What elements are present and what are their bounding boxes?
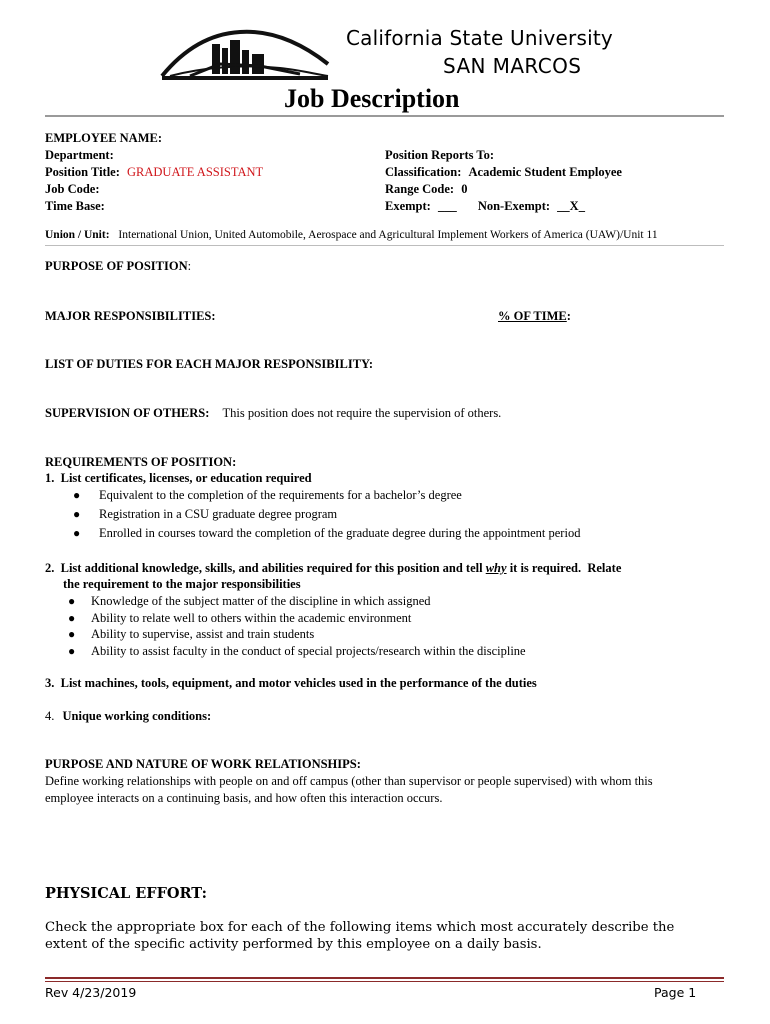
- purpose-colon: :: [187, 259, 192, 273]
- employee-name-label: EMPLOYEE NAME:: [45, 131, 163, 145]
- university-name-line1: California State University: [346, 26, 613, 50]
- position-title-label: Position Title:: [45, 165, 120, 179]
- requirement-item-4-number: 4.: [45, 709, 55, 723]
- classification-value: Academic Student Employee: [468, 165, 622, 179]
- footer-rule: [45, 977, 724, 979]
- purpose-heading: [45, 258, 191, 274]
- requirements-label: REQUIREMENTS OF POSITION:: [45, 455, 237, 469]
- requirement-item-4: [45, 708, 211, 724]
- relationships-text: [45, 773, 653, 806]
- physical-effort-text: [45, 919, 674, 953]
- range-code-value: 0: [461, 182, 468, 196]
- requirement-item-2-title-line2: the requirement to the major responsibilities: [63, 577, 301, 591]
- position-title-row: [45, 164, 263, 180]
- department-label: Department:: [45, 148, 114, 162]
- mountain-skyline-icon: [160, 24, 330, 82]
- list-item: ● Ability to relate well to others within the academic environment: [68, 610, 412, 625]
- revision-date: Rev 4/23/2019: [45, 985, 137, 1000]
- relationships-text-line1: Define working relationships with people on and off campus (other than supervisor or people supervised) with whom this: [45, 774, 653, 788]
- percent-time-heading: [498, 308, 571, 324]
- reports-to-label: Position Reports To:: [385, 148, 495, 162]
- union-value: International Union, United Automobile, Aerospace and Agricultural Implement Workers of America (UAW)/Unit 11: [118, 229, 658, 241]
- list-item: ● Equivalent to the completion of the requirements for a bachelor’s degree: [73, 488, 462, 502]
- list-item: ● Ability to supervise, assist and train students: [68, 627, 315, 641]
- requirement-item-1-title: 1. List certificates, licenses, or education required: [45, 471, 312, 485]
- position-title-value: GRADUATE ASSISTANT: [127, 165, 264, 179]
- physical-effort-label: PHYSICAL EFFORT:: [45, 885, 207, 902]
- exempt-value: ___: [437, 199, 457, 213]
- percent-time-colon: :: [566, 309, 571, 323]
- duties-label: LIST OF DUTIES FOR EACH MAJOR RESPONSIBILITY:: [45, 357, 374, 371]
- supervision-label: SUPERVISION OF OTHERS:: [45, 406, 210, 420]
- range-code-row: [385, 181, 622, 197]
- classification-label: Classification:: [385, 165, 462, 179]
- csusm-logo: [160, 24, 620, 84]
- relationships-text-line2: employee interacts on a continuing basis, and how often this interaction occurs.: [45, 791, 443, 805]
- requirement-item-3-title: 3. List machines, tools, equipment, and motor vehicles used in the performance of the duties: [45, 676, 537, 690]
- major-responsibilities-label: MAJOR RESPONSIBILITIES:: [45, 309, 216, 323]
- union-label: Union / Unit:: [45, 229, 110, 241]
- page-number: Page 1: [654, 985, 697, 1000]
- percent-time-label: % OF TIME: [498, 309, 567, 323]
- supervision-value: This position does not require the supervision of others.: [222, 406, 502, 420]
- exempt-row: [385, 198, 622, 214]
- range-code-label: Range Code:: [385, 182, 455, 196]
- relationships-label: PURPOSE AND NATURE OF WORK RELATIONSHIPS:: [45, 757, 361, 771]
- info-left: [45, 130, 263, 214]
- union-row: [45, 228, 658, 243]
- list-item: ● Knowledge of the subject matter of the discipline in which assigned: [68, 594, 431, 608]
- non-exempt-value: __X_: [557, 199, 585, 213]
- requirement-item-1-list: [73, 487, 581, 544]
- exempt-label: Exempt:: [385, 199, 431, 213]
- list-item: ● Ability to assist faculty in the conduct of special projects/research within the discipline: [68, 643, 526, 658]
- list-item: ● Registration in a CSU graduate degree program: [73, 507, 338, 521]
- purpose-label: PURPOSE OF POSITION: [45, 259, 188, 273]
- physical-effort-text-line1: Check the appropriate box for each of the following items which most accurately describe the: [45, 920, 675, 935]
- university-name-line2: SAN MARCOS: [443, 54, 582, 78]
- time-base-label: Time Base:: [45, 199, 105, 213]
- requirement-item-2-list: [68, 593, 526, 659]
- classification-row: [385, 164, 622, 180]
- requirement-item-4-title: Unique working conditions:: [62, 709, 212, 723]
- list-item: ● Enrolled in courses toward the completion of the graduate degree during the appointment period: [73, 526, 581, 540]
- page-title: Job Description: [284, 84, 460, 113]
- supervision-row: [45, 405, 501, 421]
- physical-effort-text-line2: extent of the specific activity performed by this employee on a daily basis.: [45, 937, 542, 952]
- requirement-item-2-title: 2. List additional knowledge, skills, and abilities required for this position and tell why it is required. Relate: [45, 561, 622, 575]
- union-divider: [45, 245, 724, 246]
- info-right: [385, 147, 622, 214]
- job-code-label: Job Code:: [45, 182, 100, 196]
- title-divider: [45, 115, 724, 117]
- non-exempt-label: Non-Exempt:: [477, 199, 551, 213]
- footer-rule-thin: [45, 981, 724, 982]
